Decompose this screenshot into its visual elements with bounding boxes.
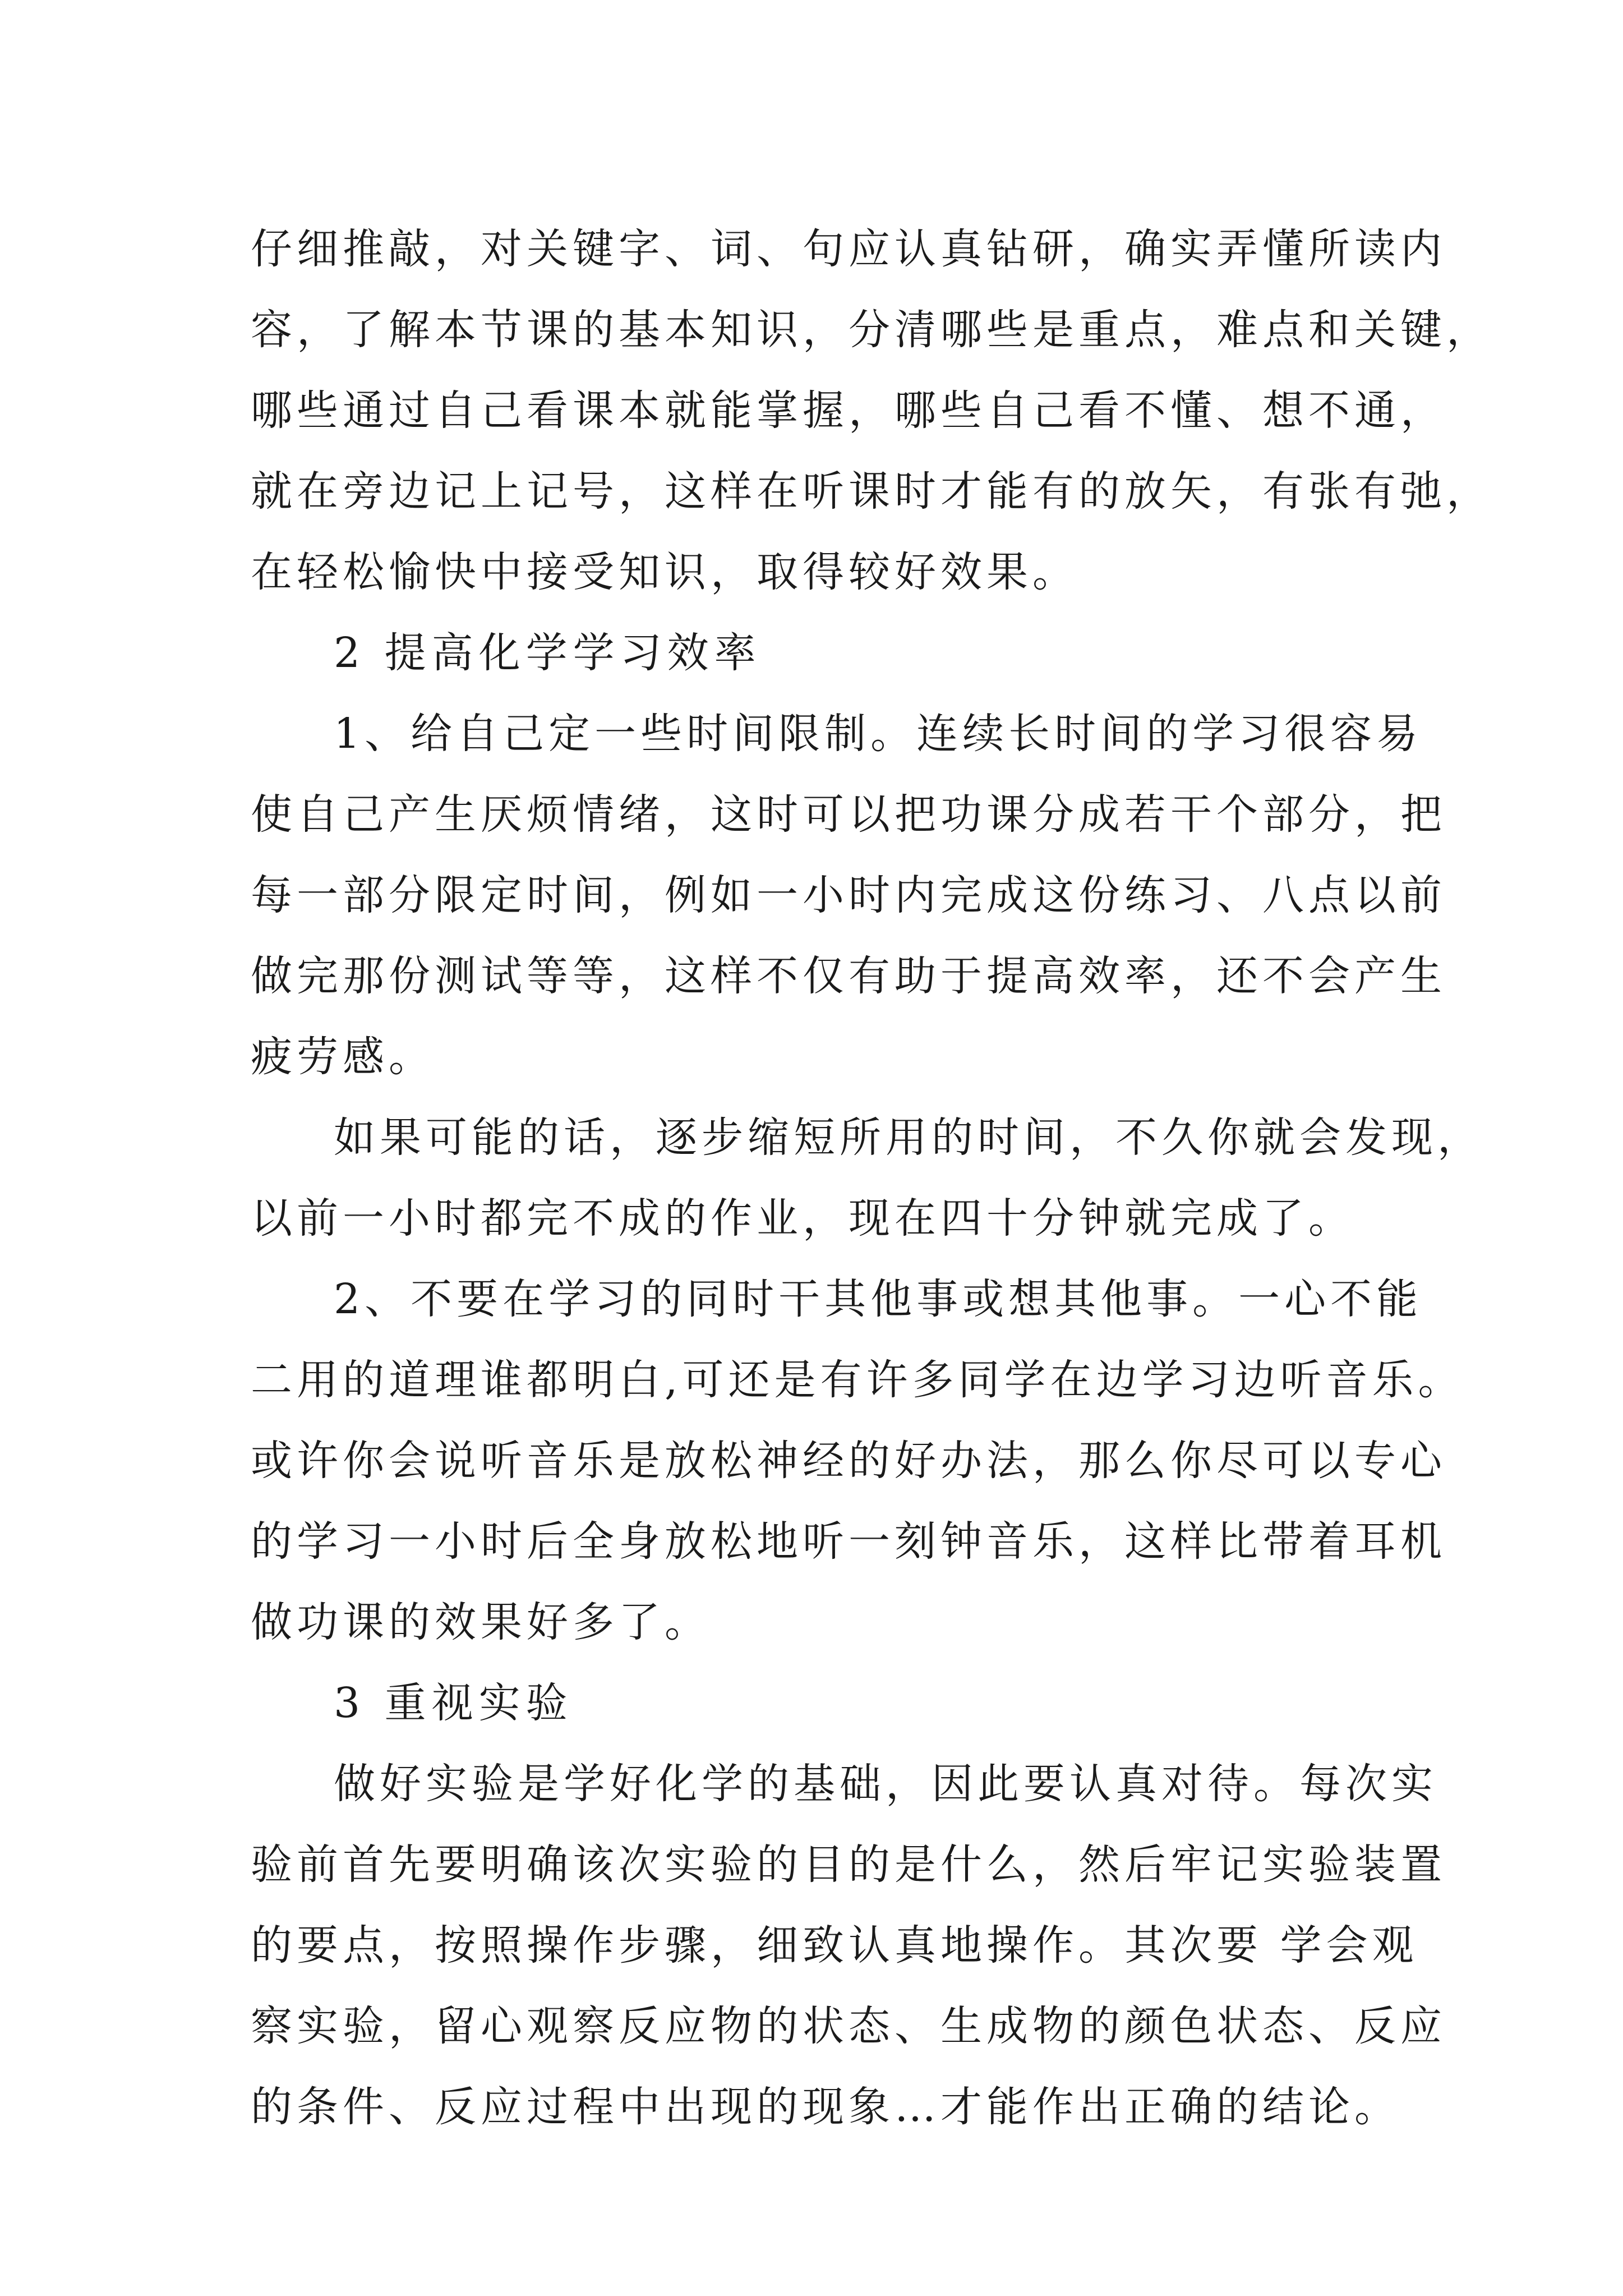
text-line: 的要点，按照操作步骤，细致认真地操作。其次要 学会观	[251, 1921, 1418, 1970]
text-line: 的学习一小时后全身放松地听一刻钟音乐，这样比带着耳机	[251, 1517, 1446, 1566]
section-heading: 2 提高化学学习效率	[334, 629, 762, 677]
text-line: 2、不要在学习的同时干其他事或想其他事。一心不能	[334, 1275, 1423, 1323]
text-line: 验前首先要明确该次实验的目的是什么，然后牢记实验装置	[251, 1841, 1446, 1889]
text-line: 以前一小时都完不成的作业，现在四十分钟就完成了。	[251, 1194, 1354, 1243]
document-body	[251, 209, 1492, 2147]
text-line: 就在旁边记上记号，这样在听课时才能有的放矢，有张有弛，	[251, 467, 1492, 516]
text-line: 做好实验是学好化学的基础，因此要认真对待。每次实	[334, 1760, 1437, 1808]
text-line: 疲劳感。	[251, 1033, 435, 1081]
section-heading-efficiency	[251, 613, 1389, 693]
text-line: 的条件、反应过程中出现的现象…才能作出正确的结论。	[251, 2083, 1400, 2131]
text-line: 1、给自己定一些时间限制。连续长时间的学习很容易	[334, 710, 1423, 758]
paragraph-experiments	[251, 1743, 1446, 2147]
text-line: 每一部分限定时间，例如一小时内完成这份练习、八点以前	[251, 871, 1446, 919]
paragraph-reading-method	[251, 209, 1492, 613]
text-line: 哪些通过自己看课本就能掌握，哪些自己看不懂、想不通，	[251, 386, 1446, 435]
text-line: 二用的道理谁都明白,可还是有许多同学在边学习边听音乐。	[251, 1356, 1464, 1404]
text-line: 做功课的效果好多了。	[251, 1598, 711, 1646]
paragraph-focus	[251, 1259, 1464, 1663]
paragraph-time-limits	[251, 693, 1446, 1097]
text-line: 察实验，留心观察反应物的状态、生成物的颜色状态、反应	[251, 2002, 1446, 2050]
text-line: 使自己产生厌烦情绪，这时可以把功课分成若干个部分，把	[251, 790, 1446, 839]
text-line: 在轻松愉快中接受知识，取得较好效果。	[251, 548, 1078, 596]
section-heading-experiments	[251, 1663, 1389, 1743]
text-line: 仔细推敲，对关键字、词、句应认真钻研，确实弄懂所读内	[251, 225, 1446, 273]
paragraph-shorten-time	[251, 1097, 1483, 1259]
text-line: 或许你会说听音乐是放松神经的好办法，那么你尽可以专心	[251, 1437, 1446, 1485]
section-heading: 3 重视实验	[334, 1679, 573, 1727]
text-line: 做完那份测试等等，这样不仅有助于提高效率，还不会产生	[251, 952, 1446, 1000]
text-line: 如果可能的话，逐步缩短所用的时间，不久你就会发现，	[334, 1114, 1483, 1162]
text-line: 容，了解本节课的基本知识，分清哪些是重点，难点和关键，	[251, 306, 1492, 354]
